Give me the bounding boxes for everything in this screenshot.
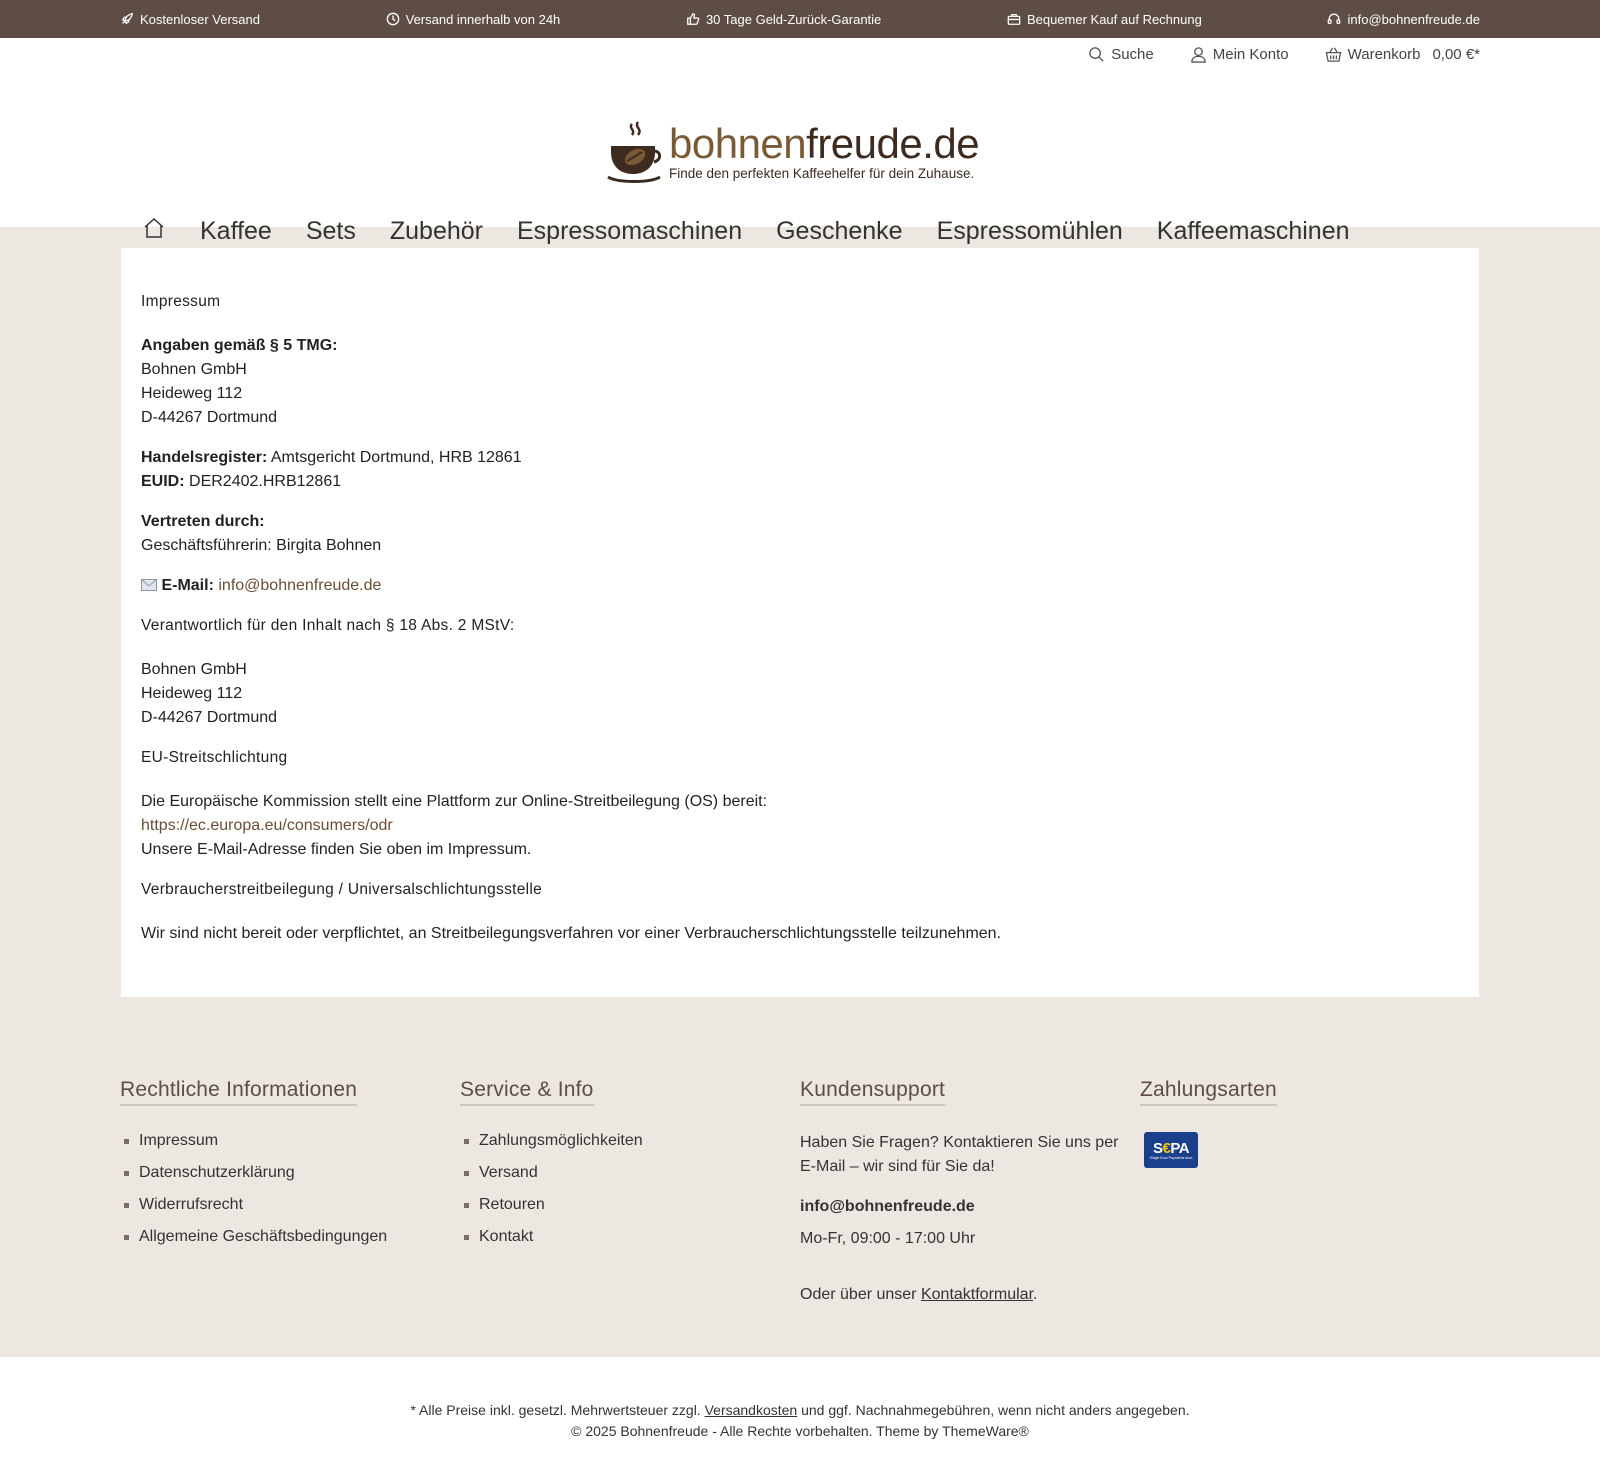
responsible-title: Verantwortlich für den Inhalt nach § 18 Abs. 2 MStV:: [141, 617, 515, 634]
register-value: Amtsgericht Dortmund, HRB 12861: [270, 449, 522, 466]
vat-notice: * Alle Preise inkl. gesetzl. Mehrwertsteuer zzgl. Versandkosten und ggf. Nachnahmegebühren, wenn nicht anders angegeben.: [410, 1402, 1190, 1418]
topbar-delivery: [386, 12, 561, 27]
topbar-invoice: [1007, 12, 1202, 27]
envelope-icon: [141, 579, 157, 591]
header-actions: [1088, 46, 1480, 63]
consumer-dispute-text: Wir sind nicht bereit oder verpflichtet, an Streitbeilegungsverfahren vor einer Verbraucherschlichtungsstelle teilzunehmen.: [141, 925, 1002, 942]
sepa-logo: S€PA Single Euro Payments Area: [1144, 1132, 1198, 1168]
briefcase-icon: [1007, 12, 1021, 26]
basket-icon: [1325, 46, 1342, 63]
email-section: [141, 574, 1459, 598]
tmg-section: [141, 334, 1459, 430]
footer-support: [800, 1078, 1140, 1307]
eu-dispute-note: Unsere E-Mail-Adresse finden Sie oben im Impressum.: [141, 841, 532, 858]
eu-dispute-section: [141, 790, 1459, 862]
search-icon: [1088, 46, 1105, 63]
company-city: D-44267 Dortmund: [141, 409, 278, 426]
coffee-cup-logo-icon: [605, 120, 663, 184]
footer-link-shipping[interactable]: Versand: [460, 1163, 800, 1183]
nav-item-geschenke[interactable]: Geschenke: [776, 217, 903, 245]
register-label: Handelsregister:: [141, 449, 268, 466]
page-title: Impressum: [141, 293, 221, 310]
shipping-costs-link[interactable]: Versandkosten: [704, 1402, 798, 1418]
footer-legal: [120, 1078, 460, 1307]
topbar-label: Versand innerhalb von 24h: [405, 11, 561, 27]
email-label: E-Mail:: [161, 577, 214, 594]
footer-link-datenschutz[interactable]: Datenschutzerklärung: [120, 1163, 460, 1183]
site-logo[interactable]: [605, 120, 979, 184]
headset-icon: [1327, 12, 1341, 26]
consumer-dispute-title: Verbraucherstreitbeilegung / Universalschlichtungsstelle: [141, 881, 543, 898]
support-contact: Oder über unser Kontaktformular.: [800, 1286, 1038, 1303]
footer-link-impressum[interactable]: Impressum: [120, 1131, 460, 1151]
support-email[interactable]: info@bohnenfreude.de: [800, 1198, 975, 1215]
nav-item-zubehoer[interactable]: Zubehör: [389, 217, 483, 245]
footer-link-returns[interactable]: Retouren: [460, 1195, 800, 1215]
search-label: Suche: [1111, 46, 1154, 63]
nav-item-espressomuehlen[interactable]: Espressomühlen: [936, 217, 1123, 245]
register-section: [141, 446, 1459, 494]
footer-payment-title: Zahlungsarten: [1140, 1078, 1277, 1106]
tmg-label: Angaben gemäß § 5 TMG:: [141, 337, 338, 354]
search-button[interactable]: [1088, 46, 1154, 63]
euid-label: EUID:: [141, 473, 185, 490]
topbar-label: Bequemer Kauf auf Rechnung: [1026, 11, 1202, 27]
logo-slogan: Finde den perfekten Kaffeehelfer für dein Zuhause.: [669, 166, 975, 182]
nav-item-kaffeemaschinen[interactable]: Kaffeemaschinen: [1156, 217, 1350, 245]
nav-item-kaffee[interactable]: Kaffee: [200, 217, 272, 245]
account-label: Mein Konto: [1212, 46, 1289, 63]
copyright: © 2025 Bohnenfreude - Alle Rechte vorbehalten. Theme by ThemeWare®: [571, 1423, 1029, 1439]
nav-home[interactable]: [142, 216, 166, 247]
account-button[interactable]: [1190, 46, 1289, 63]
support-question: Haben Sie Fragen? Kontaktieren Sie uns per E-Mail – wir sind für Sie da!: [800, 1134, 1119, 1175]
topbar-label: info@bohnenfreude.de: [1347, 11, 1480, 27]
topbar-label: Kostenloser Versand: [140, 11, 260, 27]
main-navigation: [142, 216, 1350, 247]
topbar-label: 30 Tage Geld-Zurück-Garantie: [705, 11, 882, 27]
footer-link-widerruf[interactable]: Widerrufsrecht: [120, 1195, 460, 1215]
logo-wordmark: bohnenfreude.de: [669, 120, 980, 168]
topbar-shipping: [120, 12, 260, 27]
cart-total: 0,00 €*: [1432, 46, 1480, 63]
company-street: Heideweg 112: [141, 385, 243, 402]
top-info-bar: [0, 0, 1600, 38]
cart-button[interactable]: [1325, 46, 1480, 63]
responsible-section: [141, 658, 1459, 730]
nav-item-espressomaschinen[interactable]: Espressomaschinen: [516, 217, 743, 245]
rocket-icon: [120, 12, 134, 26]
topbar-guarantee: [686, 12, 881, 27]
eu-odr-link[interactable]: https://ec.europa.eu/consumers/odr: [141, 817, 393, 834]
home-icon: [142, 216, 166, 240]
footer-payment: [1140, 1078, 1480, 1307]
footer-link-payment[interactable]: Zahlungsmöglichkeiten: [460, 1131, 800, 1151]
support-hours: Mo-Fr, 09:00 - 17:00 Uhr: [800, 1230, 976, 1247]
represented-section: [141, 510, 1459, 558]
euid-value: DER2402.HRB12861: [189, 473, 342, 490]
site-header: [0, 38, 1600, 245]
footer-link-agb[interactable]: Allgemeine Geschäftsbedingungen: [120, 1227, 460, 1247]
impressum-card: [121, 248, 1479, 997]
contact-form-link[interactable]: Kontaktformular: [920, 1286, 1034, 1303]
responsible-company: Bohnen GmbH: [141, 661, 247, 678]
represented-label: Vertreten durch:: [141, 513, 265, 530]
eu-dispute-title: EU-Streitschlichtung: [141, 749, 288, 766]
footer-service: [460, 1078, 800, 1307]
user-icon: [1190, 46, 1207, 63]
clock-icon: [386, 12, 400, 26]
represented-value: Geschäftsführerin: Birgita Bohnen: [141, 537, 382, 554]
footer-service-title: Service & Info: [460, 1078, 594, 1106]
footer-legal-title: Rechtliche Informationen: [120, 1078, 357, 1106]
eu-dispute-text: Die Europäische Kommission stellt eine Plattform zur Online-Streitbeilegung (OS) bereit:: [141, 793, 768, 810]
cart-label: Warenkorb: [1347, 46, 1421, 63]
footer-link-contact[interactable]: Kontakt: [460, 1227, 800, 1247]
responsible-city: D-44267 Dortmund: [141, 709, 278, 726]
email-link[interactable]: info@bohnenfreude.de: [218, 577, 382, 594]
footer-support-title: Kundensupport: [800, 1078, 945, 1106]
responsible-street: Heideweg 112: [141, 685, 243, 702]
footer-columns: [120, 1078, 1480, 1307]
bottom-bar: [0, 1357, 1600, 1479]
thumbs-up-icon: [686, 12, 700, 26]
nav-item-sets[interactable]: Sets: [305, 217, 356, 245]
company-name: Bohnen GmbH: [141, 361, 247, 378]
topbar-email[interactable]: [1327, 12, 1479, 27]
